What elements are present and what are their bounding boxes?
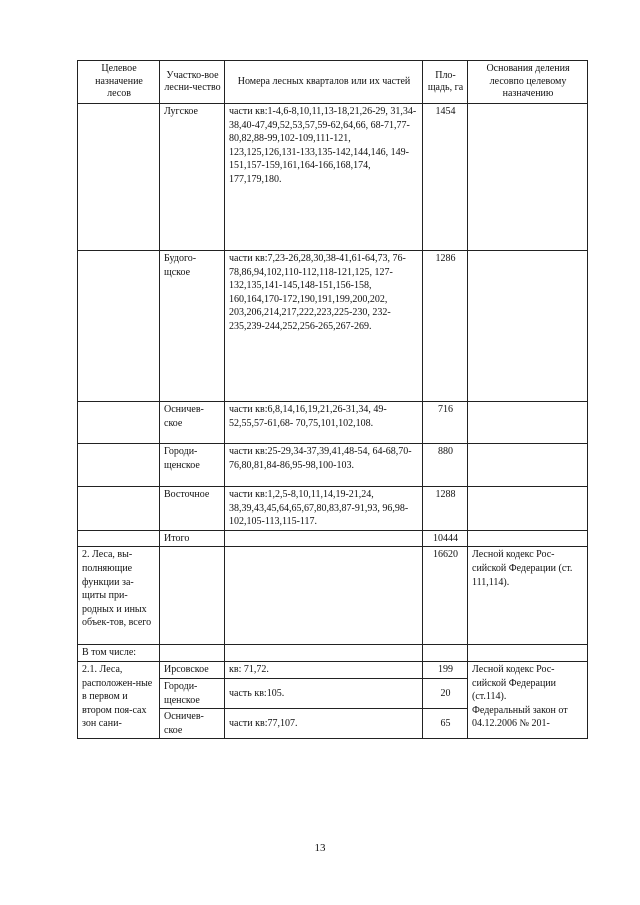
row-area: 1286 [423, 251, 468, 402]
table-row [78, 251, 588, 402]
row-purpose [78, 530, 160, 547]
header-basis: Основания деления лесовпо целевому назначению [468, 61, 588, 104]
table-row [78, 402, 588, 444]
row-quarters: часть кв:105. [225, 678, 423, 708]
row-forestry: Осничев-ское [160, 709, 225, 739]
row-forestry: Будого-щское [160, 251, 225, 402]
row-quarters: части кв:77,107. [225, 709, 423, 739]
row-purpose: В том числе: [78, 645, 160, 662]
row-area [423, 645, 468, 662]
row-area: 1288 [423, 487, 468, 531]
row-purpose [78, 104, 160, 251]
row-area: 20 [423, 678, 468, 708]
row-forestry: Осничев-ское [160, 402, 225, 444]
table-row [78, 487, 588, 531]
table-row [78, 661, 588, 678]
row-purpose [78, 487, 160, 531]
page-number: 13 [314, 842, 326, 854]
row-forestry: Лугское [160, 104, 225, 251]
row-area: 65 [423, 709, 468, 739]
row-basis [468, 487, 588, 531]
row-area: 1454 [423, 104, 468, 251]
row-quarters: части кв:1-4,6-8,10,11,13-18,21,26-29, 31,34-38,40-47,49,52,53,57,59-62,64,66, 68-71,77-80,82,88-99,102-109,111-121, 123,125,126,131-133,135-142,144,146, 149-151,157-159,161,164-166,168,174, 177,179,180. [225, 104, 423, 251]
table-row [78, 104, 588, 251]
row-quarters [225, 645, 423, 662]
row-basis [468, 645, 588, 662]
row-quarters: части кв:6,8,14,16,19,21,26-31,34, 49-52,55,57-61,68- 70,75,101,102,108. [225, 402, 423, 444]
row-area: 16620 [423, 547, 468, 645]
row-forestry [160, 645, 225, 662]
row-purpose [78, 444, 160, 487]
table-row-total [78, 530, 588, 547]
row-quarters [225, 530, 423, 547]
total-area: 10444 [423, 530, 468, 547]
row-forestry: Городи-щенское [160, 444, 225, 487]
row-quarters: части кв:7,23-26,28,30,38-41,61-64,73, 76-78,86,94,102,110-112,118-121,125, 127-132,135,141-145,148-151,156-158, 160,164,170-172,190,191,199,200,202, 203,206,214,217,222,223,225-230, 232-235,239-244,252,256-265,267-269. [225, 251, 423, 402]
row-area: 716 [423, 402, 468, 444]
table-row [78, 444, 588, 487]
row-quarters: части кв:25-29,34-37,39,41,48-54, 64-68,70-76,80,81,84-86,95-98,100-103. [225, 444, 423, 487]
row-basis: Лесной кодекс Рос-сийской Федерации (ст. 111,114). [468, 547, 588, 645]
total-label: Итого [160, 530, 225, 547]
row-purpose [78, 251, 160, 402]
row-purpose: 2. Леса, вы-полняющие функции за-щиты при-родных и иных объек-тов, всего [78, 547, 160, 645]
row-basis [468, 402, 588, 444]
row-forestry [160, 547, 225, 645]
row-basis [468, 104, 588, 251]
row-quarters: части кв:1,2,5-8,10,11,14,19-21,24, 38,39,43,45,64,65,67,80,83,87-91,93, 96,98-102,105-113,115-117. [225, 487, 423, 531]
row-quarters: кв: 71,72. [225, 661, 423, 678]
header-quarters: Номера лесных кварталов или их частей [225, 61, 423, 104]
group-basis-code: Лесной кодекс Рос-сийской Федерации (ст.114). [472, 663, 557, 703]
group-basis [468, 661, 588, 738]
row-basis [468, 530, 588, 547]
header-area: Пло-щадь, га [423, 61, 468, 104]
row-forestry: Восточное [160, 487, 225, 531]
row-forestry: Ирсовское [160, 661, 225, 678]
group-basis-law: Федеральный закон от 04.12.2006 № 201- [472, 704, 568, 730]
table-row [78, 645, 588, 662]
row-basis [468, 251, 588, 402]
row-area: 880 [423, 444, 468, 487]
forest-purpose-table [77, 60, 588, 739]
row-purpose [78, 402, 160, 444]
row-quarters [225, 547, 423, 645]
row-area: 199 [423, 661, 468, 678]
table-row [78, 547, 588, 645]
row-basis [468, 444, 588, 487]
row-forestry: Городи-щенское [160, 678, 225, 708]
group-purpose: 2.1. Леса, расположен-ные в первом и втором поя-сах зон сани- [78, 661, 160, 738]
header-purpose: Целевое назначение лесов [78, 61, 160, 104]
header-forestry: Участко-вое лесни-чество [160, 61, 225, 104]
